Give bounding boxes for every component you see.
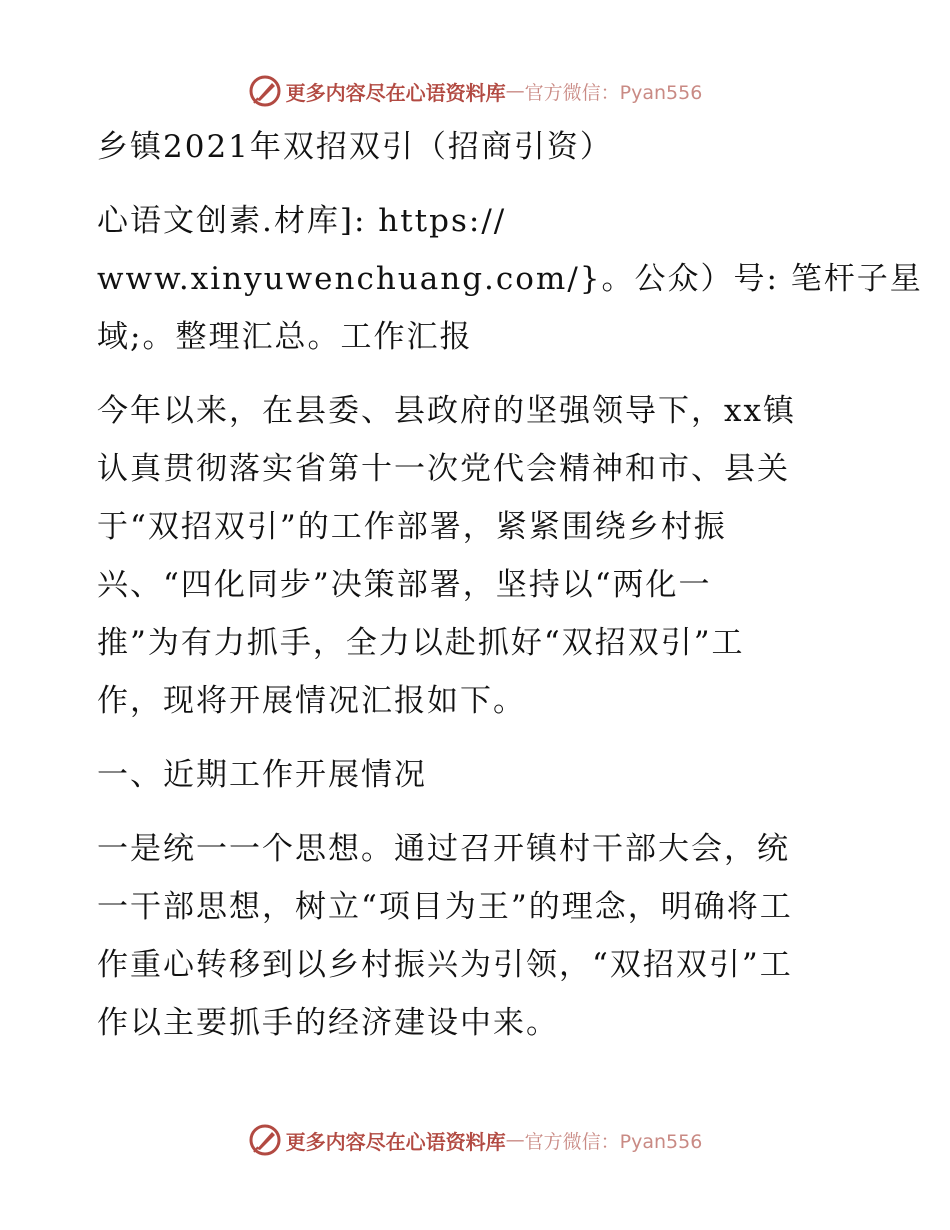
paragraph-line: 于“双招双引”的工作部署，紧紧围绕乡村振 bbox=[97, 509, 727, 545]
document-body bbox=[97, 118, 923, 1052]
paragraph-line: 兴、“四化同步”决策部署，坚持以“两化一 bbox=[97, 567, 712, 603]
paragraph-one bbox=[97, 820, 857, 1052]
paragraph-line: 认真贯彻落实省第十一次党代会精神和市、县关 bbox=[97, 451, 790, 487]
quill-pen-circle-icon bbox=[248, 1123, 282, 1157]
paragraph-line: 作重心转移到以乡村振兴为引领，“双招双引”工 bbox=[97, 947, 793, 983]
paragraph-line: 今年以来，在县委、县政府的坚强领导下，xx镇 bbox=[97, 393, 796, 429]
document-title: 乡镇2021年双招双引（招商引资） bbox=[97, 129, 613, 165]
watermark-banner-top bbox=[0, 69, 950, 113]
watermark-contact: 官方微信：Pyan556 bbox=[524, 1130, 703, 1153]
paragraph-line: 作，现将开展情况汇报如下。 bbox=[97, 683, 526, 719]
paragraph-line: 推”为有力抓手，全力以赴抓好“双招双引”工 bbox=[97, 625, 745, 661]
source-line: www.xinyuwenchuang.com/}。公众）号: 笔杆子星 bbox=[97, 261, 923, 297]
watermark-banner-bottom bbox=[0, 1118, 950, 1162]
watermark-contact: 官方微信：Pyan556 bbox=[524, 81, 703, 104]
section-heading: 一、近期工作开展情况 bbox=[97, 757, 427, 793]
intro-paragraph bbox=[97, 382, 857, 730]
paragraph-line: 作以主要抓手的经济建设中来。 bbox=[97, 1005, 559, 1041]
watermark-dash: — bbox=[505, 1129, 525, 1151]
source-line: 域;。整理汇总。工作汇报 bbox=[97, 319, 473, 355]
quill-pen-circle-icon bbox=[248, 74, 282, 108]
source-block bbox=[97, 192, 923, 366]
watermark-text: 更多内容尽在心语资料库 bbox=[285, 80, 506, 105]
watermark-dash: — bbox=[505, 80, 525, 102]
source-line: 心语文创素.材库]: https:// bbox=[97, 203, 507, 239]
paragraph-line: 一是统一一个思想。通过召开镇村干部大会，统 bbox=[97, 831, 790, 867]
watermark-text: 更多内容尽在心语资料库 bbox=[285, 1129, 506, 1154]
paragraph-line: 一干部思想，树立“项目为王”的理念，明确将工 bbox=[97, 889, 793, 925]
